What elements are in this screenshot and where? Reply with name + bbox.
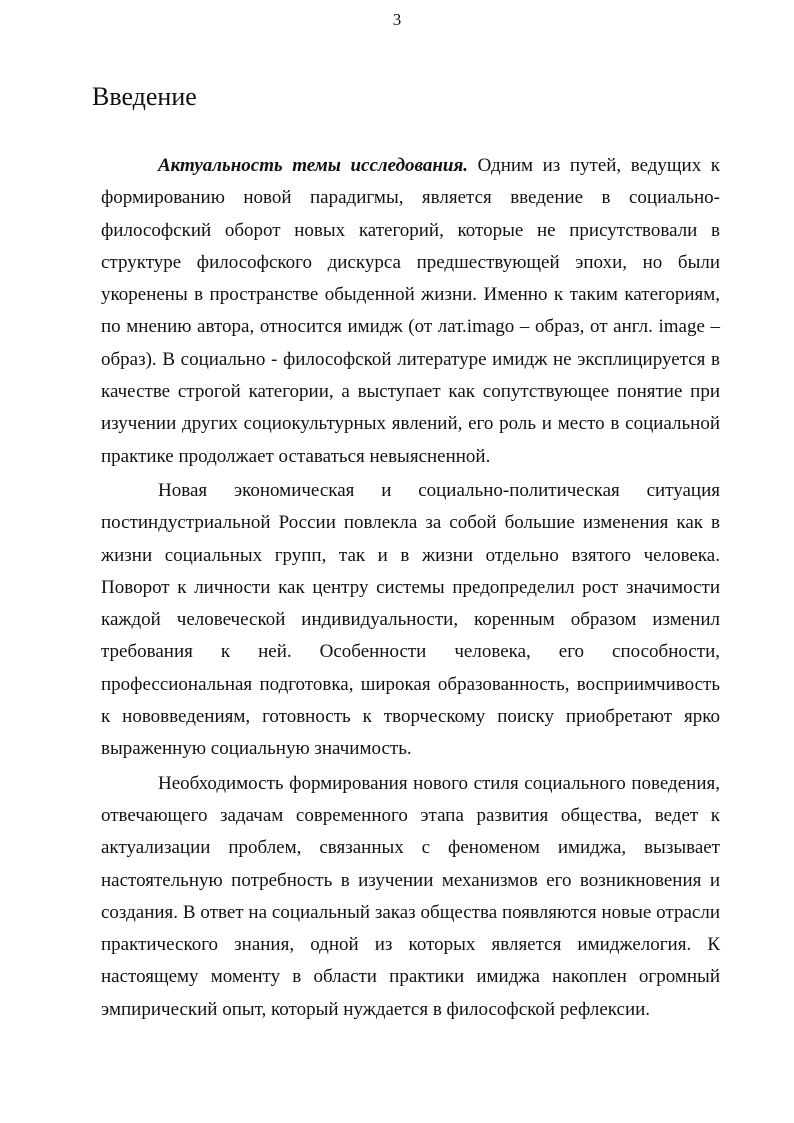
body-text xyxy=(101,150,720,1026)
section-heading: Введение xyxy=(92,82,197,111)
paragraph-economic-situation: Новая экономическая и социально-политическая ситуация постиндустриальной России повлекла за собой большие изменения как в жизни социальных групп, так и в жизни отдельно взятого человека. Поворот к личности как центру системы предопределил рост значимости каждой человеческой индивидуальности, коренным образом изменил требования к ней. Особенности человека, его способности, профессиональная подготовка, широкая образованность, восприимчивость к нововведениям, готовность к творческому поиску приобретают ярко выраженную социальную значимость. xyxy=(101,479,720,760)
paragraph-text: Одним из путей, ведущих к формированию новой парадигмы, является введение в социально-философский оборот новых категорий, которые не присутствовали в структуре философского дискурса предшествующей эпохи, но были укоренены в пространстве обыденной жизни. Именно к таким категориям, по мнению автора, относится имидж (от лат.imago – образ, от англ. image – образ). В социально - философской литературе имидж не эксплицируется в качестве строгой категории, а выступает как сопутствующее понятие при изучении других социокультурных явлений, его роль и место в социальной практике продолжает оставаться невыясненной. xyxy=(101,155,720,467)
paragraph-social-behavior: Необходимость формирования нового стиля социального поведения, отвечающего задачам современного этапа развития общества, ведет к актуализации проблем, связанных с феноменом имиджа, вызывает настоятельную потребность в изучении механизмов его возникновения и создания. В ответ на социальный заказ общества появляются новые отрасли практического знания, одной из которых является имиджелогия. К настоящему моменту в области практики имиджа накоплен огромный эмпирический опыт, который нуждается в философской рефлексии. xyxy=(101,772,720,1020)
paragraph-lead: Актуальность темы исследования. xyxy=(158,155,469,176)
page-number: 3 xyxy=(392,10,402,29)
paragraph-relevance xyxy=(101,150,720,473)
